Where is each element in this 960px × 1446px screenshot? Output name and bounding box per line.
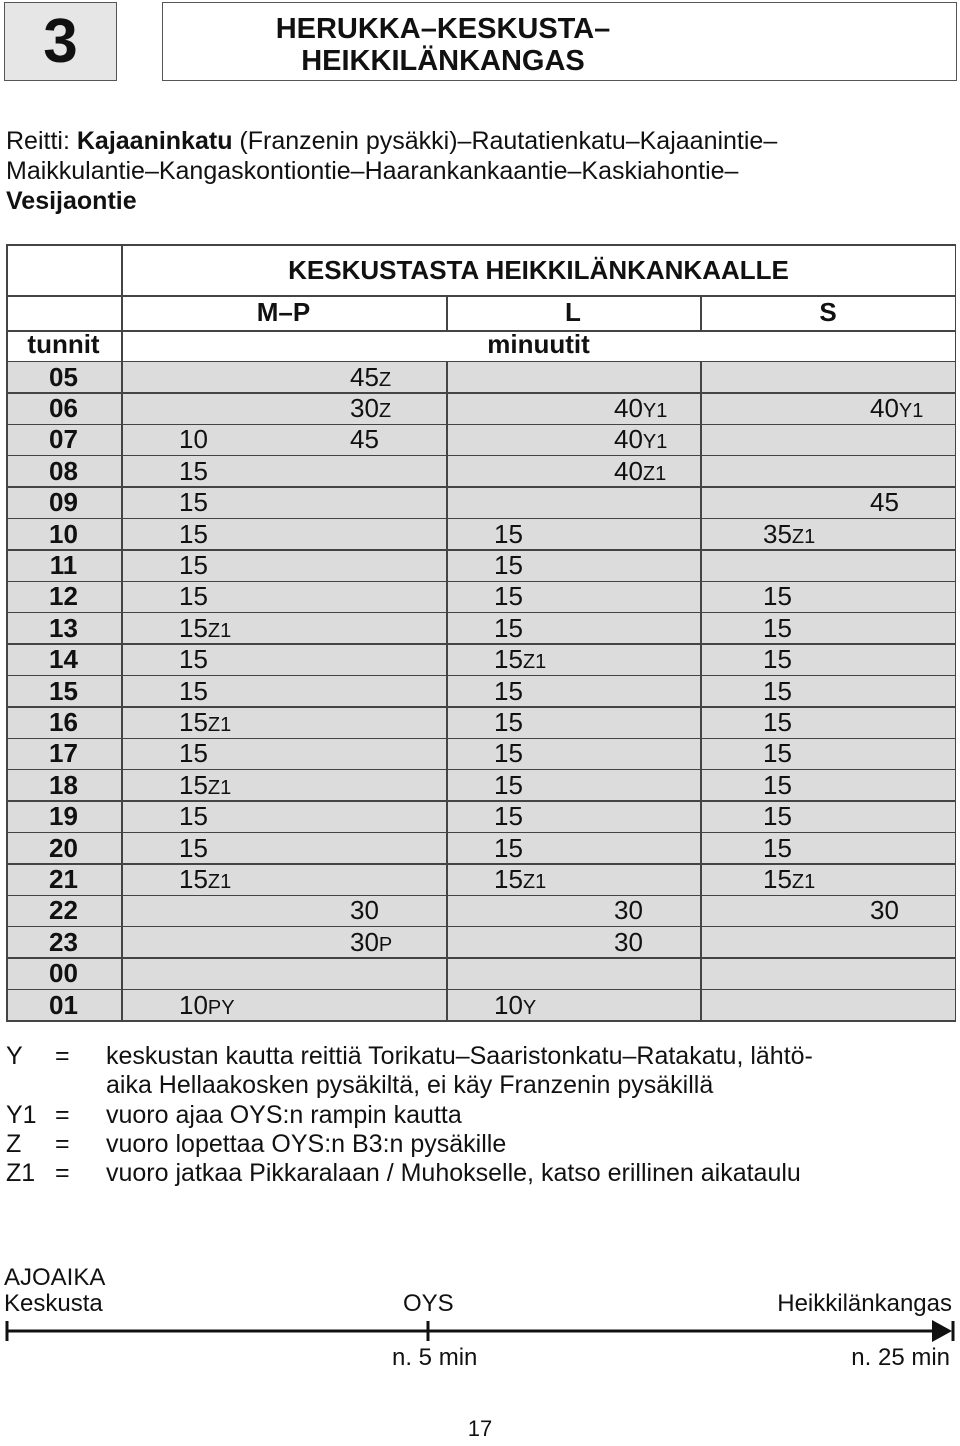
departure-time (763, 738, 792, 769)
departure-minute: 45 (870, 487, 899, 518)
departure-minute: 30 (870, 895, 899, 926)
travel-time-end-duration: n. 25 min (851, 1344, 950, 1371)
departure-note-code: Z1 (207, 776, 232, 799)
departure-minute: 15 (179, 581, 208, 612)
legend-text-z: vuoro lopettaa OYS:n B3:n pysäkille (106, 1130, 507, 1158)
departure-time (614, 393, 667, 427)
grid-hline (6, 1020, 956, 1022)
departure-minute: 40 (614, 455, 643, 486)
departure-time (494, 581, 523, 612)
grid-hline (6, 612, 956, 614)
departure-time (179, 707, 231, 741)
departure-time (494, 550, 523, 581)
hour-cell: 07 (49, 424, 78, 455)
departure-note-code: Z1 (207, 870, 232, 893)
departure-time (179, 613, 231, 647)
row-band (6, 550, 956, 581)
travel-time-line (0, 1318, 960, 1344)
departure-time (179, 644, 208, 675)
hour-cell: 16 (49, 706, 78, 737)
departure-minute: 15 (494, 612, 523, 643)
departure-note-code: Y1 (642, 399, 668, 422)
hour-cell: 13 (49, 612, 78, 643)
day-header-weekdays: M–P (256, 297, 311, 327)
departure-time (179, 864, 231, 898)
departure-minute: 30 (614, 895, 643, 926)
hour-cell: 20 (49, 832, 78, 863)
departure-time (614, 456, 666, 490)
departure-note-code: Y (522, 996, 537, 1019)
grid-hline (6, 769, 956, 771)
direction-header: KESKUSTASTA HEIKKILÄNKANKAALLE (288, 255, 789, 285)
departure-time (179, 738, 208, 769)
grid-hline (6, 989, 956, 991)
hour-cell: 12 (49, 581, 78, 612)
departure-minute: 15 (763, 863, 792, 894)
grid-hline (6, 832, 956, 834)
legend-equals: = (55, 1130, 70, 1158)
departure-time (494, 707, 523, 738)
row-band (6, 393, 956, 424)
departure-time (494, 770, 523, 801)
route-title-line-2: HEIKKILÄNKANGAS (301, 45, 585, 77)
grid-vline (121, 244, 123, 1021)
legend-text-y-line-1: keskustan kautta reittiä Torikatu–Saaristonkatu–Ratakatu, lähtö- (106, 1042, 813, 1070)
grid-vline (446, 362, 448, 1021)
hour-cell: 05 (49, 361, 78, 392)
hour-cell: 11 (49, 549, 78, 580)
route-text-2: Maikkulantie–Kangaskontiontie–Haarankankaantie–Kaskiahontie– (6, 157, 739, 185)
route-text-1: (Franzenin pysäkki)–Rautatienkatu–Kajaanintie– (232, 127, 778, 155)
legend-equals: = (55, 1042, 70, 1070)
departure-time (494, 801, 523, 832)
route-title-box (162, 2, 957, 81)
row-band (6, 424, 956, 455)
row-band (6, 927, 956, 958)
departure-minute: 15 (763, 644, 792, 675)
minutes-header: minuutit (487, 329, 590, 359)
route-title-line-1: HERUKKA–KESKUSTA– (275, 13, 611, 45)
departure-time (179, 456, 208, 487)
row-band (6, 738, 956, 769)
departure-minute: 15 (179, 675, 208, 706)
departure-note-code: Y1 (642, 431, 668, 454)
departure-minute: 15 (763, 769, 792, 800)
departure-time (494, 738, 523, 769)
departure-note-code: PY (207, 996, 235, 1019)
departure-minute: 40 (614, 392, 643, 423)
legend-key-y1: Y1 (6, 1101, 37, 1129)
grid-hline (6, 675, 956, 677)
departure-minute: 30 (350, 392, 379, 423)
grid-hline (6, 957, 956, 959)
departure-time (179, 519, 208, 550)
grid-hline (6, 738, 956, 740)
grid-hline (6, 486, 956, 488)
departure-minute: 40 (614, 424, 643, 455)
departure-time (494, 833, 523, 864)
departure-minute: 10 (494, 989, 523, 1020)
hour-cell: 14 (49, 644, 78, 675)
departure-minute: 15 (494, 549, 523, 580)
row-band (6, 644, 956, 675)
row-band (6, 895, 956, 926)
route-start-street: Kajaaninkatu (76, 127, 233, 155)
hour-cell: 10 (49, 518, 78, 549)
row-band (6, 801, 956, 832)
hour-cell: 00 (49, 958, 78, 989)
departure-minute: 15 (179, 549, 208, 580)
departure-time (763, 613, 792, 644)
departure-minute: 15 (494, 644, 523, 675)
route-number: 3 (43, 7, 78, 76)
departure-minute: 15 (763, 738, 792, 769)
legend-key-y: Y (6, 1042, 23, 1070)
row-band (6, 770, 956, 801)
row-band (6, 676, 956, 707)
grid-hline (6, 643, 956, 645)
legend-text-y-line-2: aika Hellaakosken pysäkiltä, ei käy Franzenin pysäkillä (106, 1071, 714, 1099)
departure-minute: 30 (350, 926, 379, 957)
departure-time (870, 895, 899, 926)
departure-time (494, 519, 523, 550)
hour-cell: 09 (49, 487, 78, 518)
departure-minute: 15 (179, 863, 208, 894)
departure-minute: 15 (494, 518, 523, 549)
departure-note-code: P (378, 933, 393, 956)
page-number: 17 (467, 1416, 493, 1441)
grid-hline (6, 581, 956, 583)
departure-minute: 15 (763, 801, 792, 832)
route-end-street: Vesijaontie (6, 187, 137, 215)
departure-minute: 10 (179, 424, 208, 455)
departure-note-code: Z1 (791, 525, 816, 548)
departure-time (350, 424, 379, 455)
grid-hline (6, 392, 956, 394)
departure-note-code: Z (378, 368, 392, 391)
departure-minute: 15 (494, 738, 523, 769)
departure-time (763, 644, 792, 675)
row-band (6, 613, 956, 644)
departure-minute: 15 (763, 832, 792, 863)
departure-time (179, 487, 208, 518)
grid-hline (6, 800, 956, 802)
departure-time (763, 519, 815, 553)
departure-minute: 15 (494, 801, 523, 832)
legend-text-z1: vuoro jatkaa Pikkaralaan / Muhokselle, katso erillinen aikataulu (106, 1159, 801, 1187)
hour-cell: 06 (49, 392, 78, 423)
departure-time (179, 833, 208, 864)
legend-equals: = (55, 1101, 70, 1129)
hour-cell: 22 (49, 895, 78, 926)
grid-hline (6, 244, 956, 246)
departure-time (179, 581, 208, 612)
grid-hline (6, 455, 956, 457)
hour-cell: 17 (49, 738, 78, 769)
departure-minute: 15 (179, 738, 208, 769)
route-description (6, 126, 956, 216)
row-band (6, 581, 956, 612)
departure-minute: 35 (763, 518, 792, 549)
grid-vline (955, 244, 957, 1021)
row-band (6, 958, 956, 989)
legend-key-z1: Z1 (6, 1159, 36, 1187)
departure-note-code: Z1 (207, 713, 232, 736)
departure-time (763, 581, 792, 612)
departure-time (350, 927, 392, 961)
departure-minute: 15 (179, 769, 208, 800)
grid-hline (6, 361, 956, 363)
departure-minute: 15 (179, 801, 208, 832)
departure-note-code: Z1 (522, 870, 547, 893)
departure-time (179, 990, 235, 1024)
departure-time (494, 613, 523, 644)
departure-time (763, 864, 815, 898)
timetable (6, 244, 956, 1020)
departure-time (494, 990, 536, 1024)
departure-minute: 15 (179, 487, 208, 518)
departure-minute: 15 (494, 581, 523, 612)
departure-time (763, 707, 792, 738)
travel-time-middle: OYS (403, 1290, 454, 1317)
day-header-saturday: L (565, 297, 581, 327)
departure-time (494, 644, 546, 678)
departure-time (763, 801, 792, 832)
hour-cell: 21 (49, 863, 78, 894)
travel-time-middle-duration: n. 5 min (392, 1344, 478, 1371)
departure-minute: 15 (494, 832, 523, 863)
departure-minute: 10 (179, 989, 208, 1020)
hour-cell: 01 (49, 989, 78, 1020)
day-header-sunday: S (819, 297, 837, 327)
row-band (6, 707, 956, 738)
departure-time (494, 864, 546, 898)
departure-time (179, 550, 208, 581)
grid-vline (700, 362, 702, 1021)
route-number-box (4, 2, 117, 81)
grid-hline (6, 706, 956, 708)
departure-minute: 15 (763, 612, 792, 643)
departure-minute: 40 (870, 392, 899, 423)
row-band (6, 833, 956, 864)
row-band (6, 990, 956, 1021)
departure-minute: 15 (494, 863, 523, 894)
departure-time (350, 362, 391, 396)
departure-minute: 45 (350, 424, 379, 455)
grid-hline (6, 424, 956, 426)
departure-note-code: Z (378, 399, 392, 422)
legend-key-z: Z (6, 1130, 22, 1158)
departure-time (179, 770, 231, 804)
legend-equals: = (55, 1159, 70, 1187)
arrow-head-icon (932, 1320, 952, 1342)
departure-time (179, 801, 208, 832)
hours-header: tunnit (27, 329, 100, 359)
route-label: Reitti: (6, 127, 70, 155)
departure-note-code: Z1 (791, 870, 816, 893)
departure-time (179, 424, 208, 455)
departure-time (614, 895, 643, 926)
departure-time (614, 927, 643, 958)
departure-time (763, 770, 792, 801)
departure-time (763, 676, 792, 707)
departure-minute: 30 (614, 926, 643, 957)
departure-note-code: Y1 (898, 399, 924, 422)
departure-minute: 15 (179, 612, 208, 643)
hour-cell: 18 (49, 769, 78, 800)
departure-time (350, 895, 379, 926)
row-band (6, 362, 956, 393)
hour-cell: 23 (49, 926, 78, 957)
departure-minute: 15 (179, 644, 208, 675)
departure-minute: 15 (494, 706, 523, 737)
departure-time (179, 676, 208, 707)
departure-minute: 15 (179, 455, 208, 486)
departure-time (763, 833, 792, 864)
departure-minute: 30 (350, 895, 379, 926)
travel-time-start: Keskusta (4, 1290, 103, 1317)
departure-note-code: Z1 (207, 619, 232, 642)
departure-minute: 15 (179, 832, 208, 863)
departure-note-code: Z1 (522, 651, 547, 674)
departure-time (870, 487, 899, 518)
travel-time-title: AJOAIKA (4, 1264, 106, 1291)
departure-minute: 15 (179, 518, 208, 549)
departure-time (350, 393, 391, 427)
departure-minute: 15 (494, 675, 523, 706)
hour-cell: 15 (49, 675, 78, 706)
departure-minute: 15 (763, 706, 792, 737)
hour-cell: 08 (49, 455, 78, 486)
travel-time-end: Heikkilänkangas (777, 1290, 952, 1317)
row-band (6, 456, 956, 487)
departure-minute: 15 (494, 769, 523, 800)
departure-time (870, 393, 923, 427)
departure-minute: 15 (763, 675, 792, 706)
departure-minute: 15 (179, 706, 208, 737)
grid-hline (6, 926, 956, 928)
departure-minute: 45 (350, 361, 379, 392)
hour-cell: 19 (49, 801, 78, 832)
departure-minute: 15 (763, 581, 792, 612)
departure-note-code: Z1 (642, 462, 667, 485)
legend-text-y1: vuoro ajaa OYS:n rampin kautta (106, 1101, 462, 1129)
departure-time (614, 424, 667, 458)
row-band (6, 487, 956, 518)
departure-time (494, 676, 523, 707)
